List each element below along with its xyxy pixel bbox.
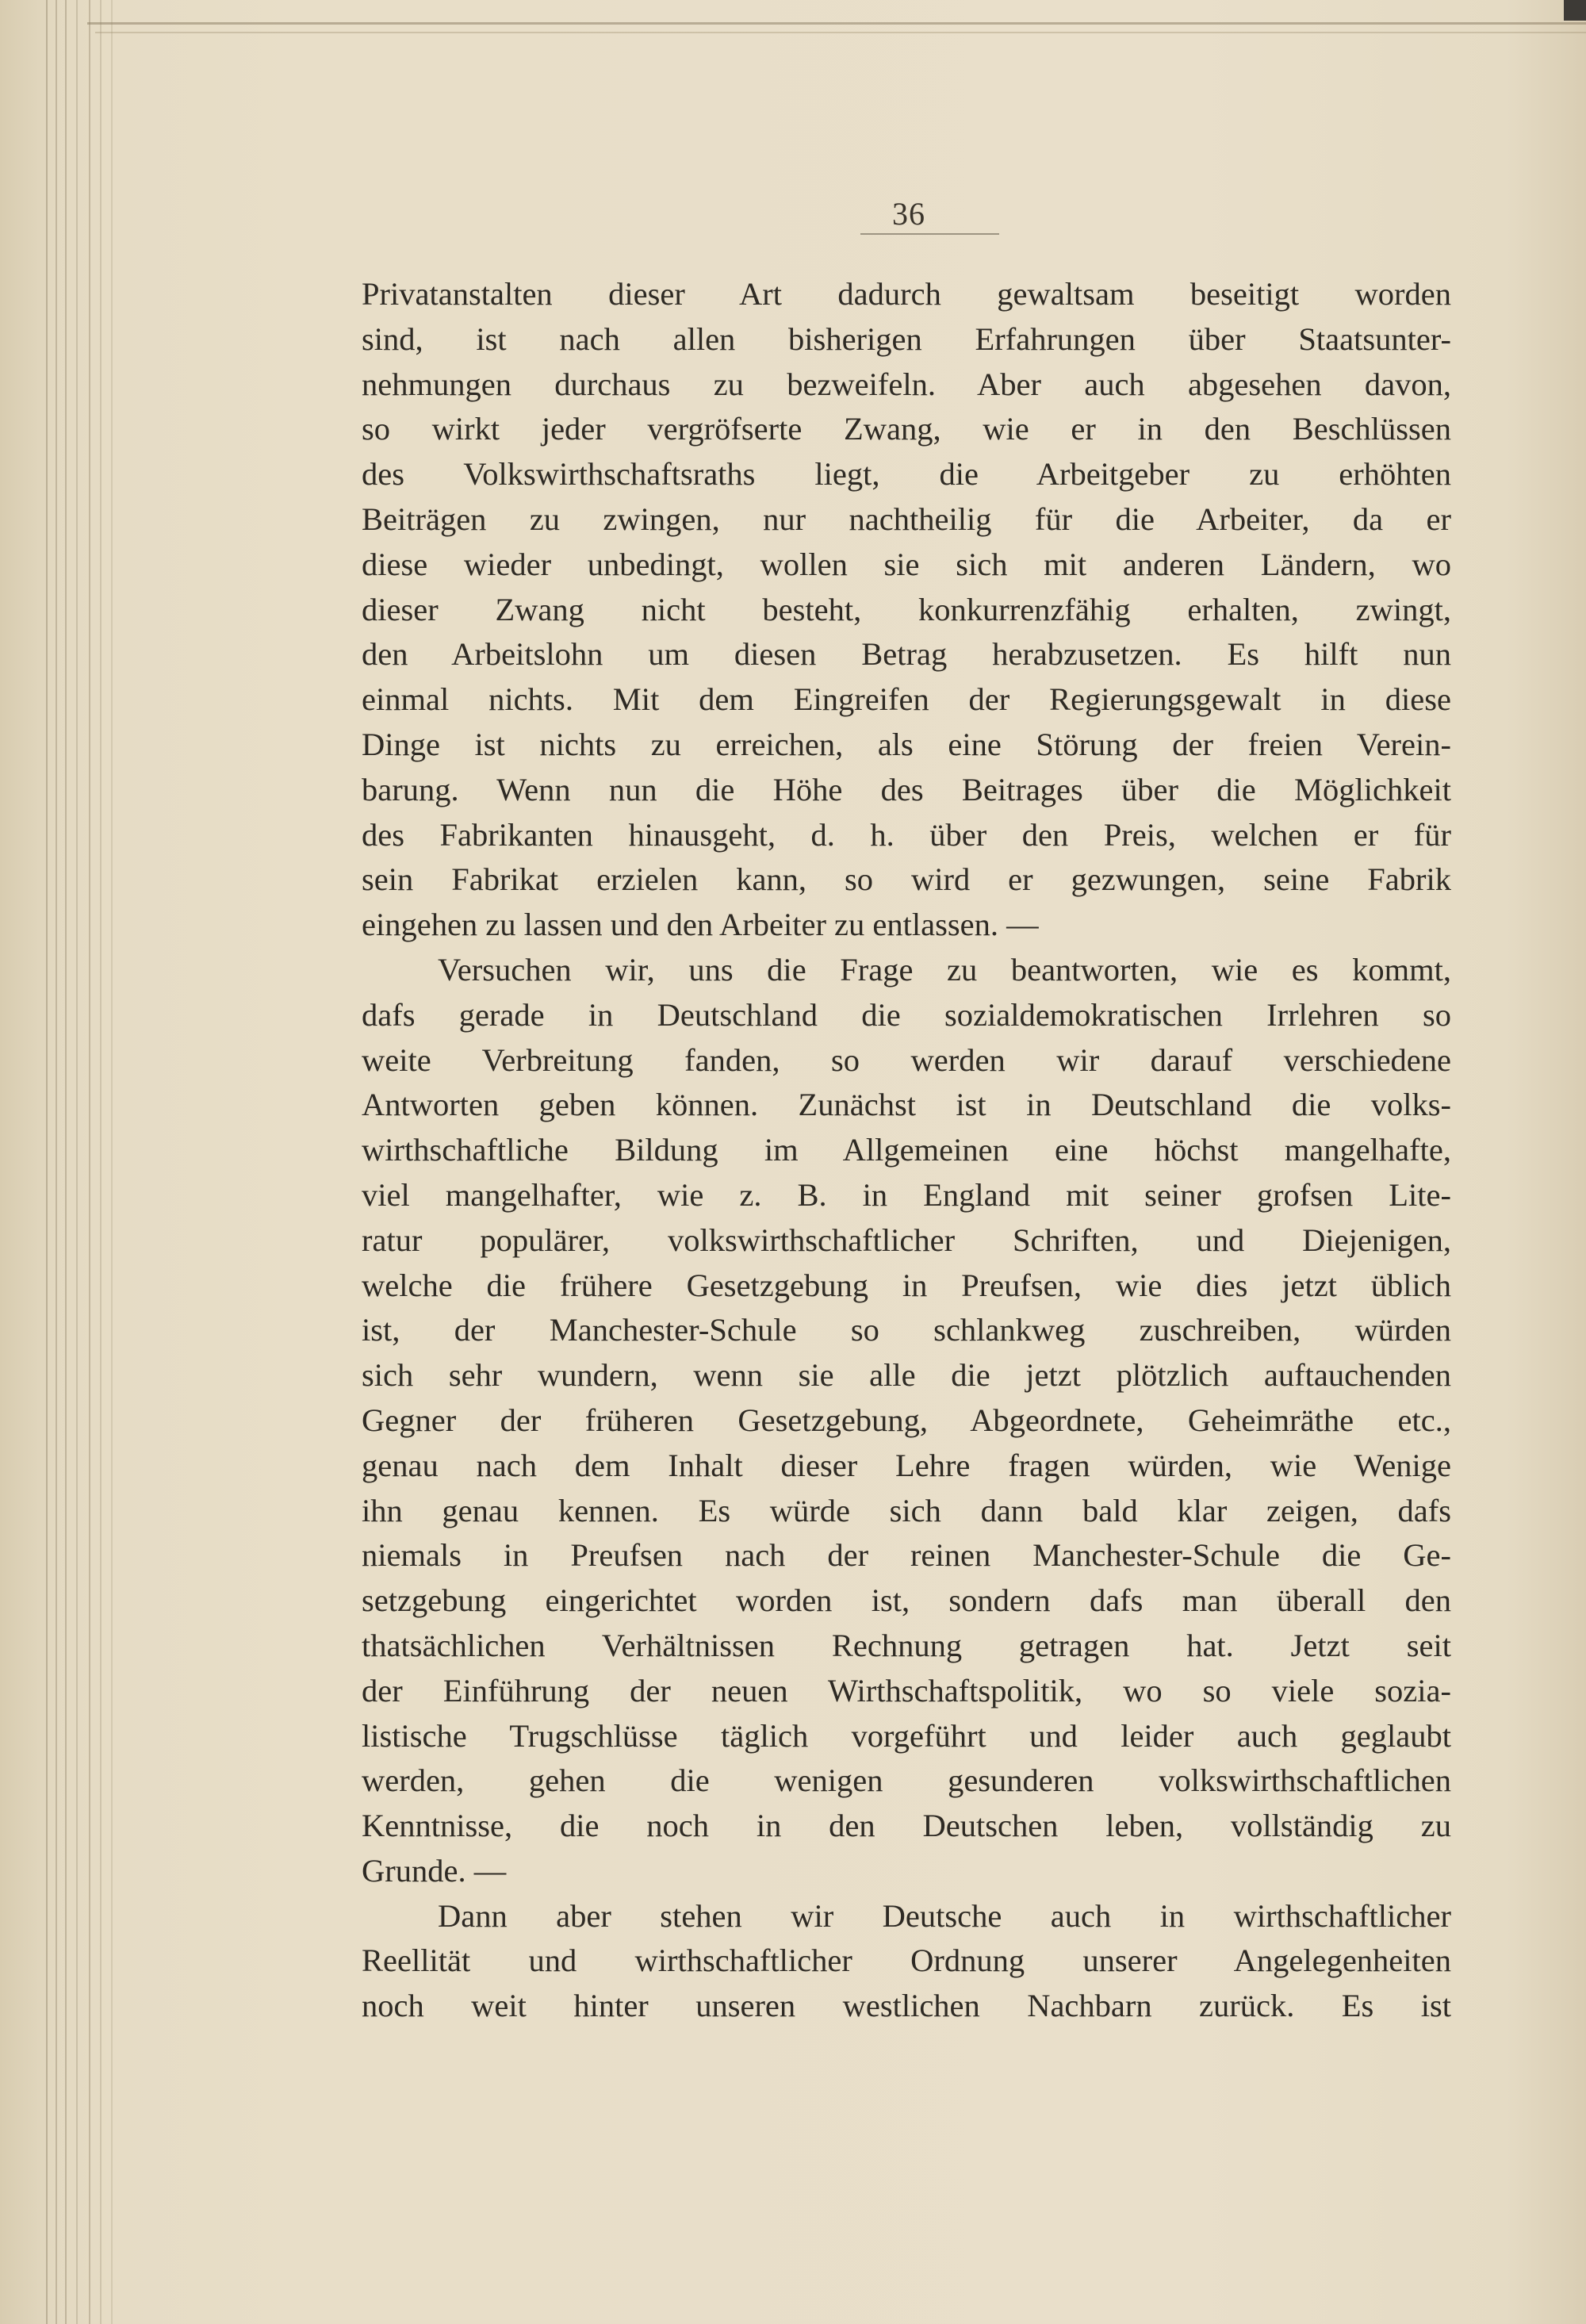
page-edge (89, 0, 90, 2324)
text-line: werden, gehen die wenigen gesunderen volkswirthschaftlichen (362, 1762, 1451, 1799)
text-line: sein Fabrikat erzielen kann, so wird er gezwungen, seine Fabrik (362, 861, 1451, 898)
page-edge (46, 0, 48, 2324)
text-line: thatsächlichen Verhältnissen Rechnung getragen hat. Jetzt seit (362, 1627, 1451, 1663)
text-line: ratur populärer, volkswirthschaftlicher Schriften, und Diejenigen, (362, 1221, 1451, 1258)
text-line: weite Verbreitung fanden, so werden wir darauf verschiedene (362, 1041, 1451, 1078)
text-line: ist, der Manchester-Schule so schlankweg zuschreiben, würden (362, 1312, 1451, 1348)
page-edge (76, 0, 78, 2324)
text-line: listische Trugschlüsse täglich vorgeführt und leider auch geglaubt (362, 1717, 1451, 1754)
text-line: Reellität und wirthschaftlicher Ordnung unserer Angelegenheiten (362, 1942, 1451, 1979)
paragraph (362, 948, 1451, 1894)
text-line: des Volkswirthschaftsraths liegt, die Arbeitgeber zu erhöhten (362, 456, 1451, 493)
text-line: niemals in Preufsen nach der reinen Manchester-Schule die Ge- (362, 1537, 1451, 1574)
page-edge (111, 0, 113, 2324)
page-number-rule (860, 233, 999, 235)
page-edge (100, 0, 102, 2324)
text-line: Beiträgen zu zwingen, nur nachtheilig für die Arbeiter, da er (362, 500, 1451, 537)
paragraph (362, 1894, 1451, 2029)
text-line: Gegner der früheren Gesetzgebung, Abgeordnete, Geheimräthe etc., (362, 1402, 1451, 1438)
text-line: Privatanstalten dieser Art dadurch gewaltsam beseitigt worden (362, 276, 1451, 312)
text-line: Dinge ist nichts zu erreichen, als eine Störung der freien Verein- (362, 726, 1451, 762)
text-line: Antworten geben können. Zunächst ist in Deutschland die volks- (362, 1087, 1451, 1123)
text-line: wirthschaftliche Bildung im Allgemeinen eine höchst mangelhafte, (362, 1132, 1451, 1168)
text-line: genau nach dem Inhalt dieser Lehre fragen würden, wie Wenige (362, 1447, 1451, 1483)
page-top-edge (87, 22, 1586, 25)
text-line: so wirkt jeder vergröfserte Zwang, wie er in den Beschlüssen (362, 411, 1451, 447)
text-line: setzgebung eingerichtet worden ist, sondern dafs man überall den (362, 1582, 1451, 1619)
text-line: diese wieder unbedingt, wollen sie sich mit anderen Ländern, wo (362, 546, 1451, 582)
page-edge (65, 0, 67, 2324)
paragraph (362, 272, 1451, 948)
text-line: Versuchen wir, uns die Frage zu beantworten, wie es kommt, (438, 951, 1451, 988)
text-line: eingehen zu lassen und den Arbeiter zu entlassen. — (362, 907, 1039, 943)
text-line: den Arbeitslohn um diesen Betrag herabzusetzen. Es hilft nun (362, 636, 1451, 673)
text-line: barung. Wenn nun die Höhe des Beitrages über die Möglichkeit (362, 771, 1451, 807)
text-line: einmal nichts. Mit dem Eingreifen der Regierungsgewalt in diese (362, 681, 1451, 718)
text-line: sind, ist nach allen bisherigen Erfahrungen über Staatsunter- (362, 320, 1451, 357)
text-line: sich sehr wundern, wenn sie alle die jetzt plötzlich auftauchenden (362, 1357, 1451, 1394)
text-line: Dann aber stehen wir Deutsche auch in wirthschaftlicher (438, 1897, 1451, 1934)
page-top-edge (95, 32, 1586, 33)
scan-corner-mark (1564, 0, 1586, 21)
text-line: welche die frühere Gesetzgebung in Preufsen, wie dies jetzt üblich (362, 1267, 1451, 1303)
page-number: 36 (892, 196, 925, 232)
body-text (362, 272, 1451, 2029)
text-line: ihn genau kennen. Es würde sich dann bald klar zeigen, dafs (362, 1492, 1451, 1528)
text-line: dafs gerade in Deutschland die sozialdemokratischen Irrlehren so (362, 996, 1451, 1033)
text-line: nehmungen durchaus zu bezweifeln. Aber auch abgesehen davon, (362, 366, 1451, 402)
text-line: Kenntnisse, die noch in den Deutschen leben, vollständig zu (362, 1808, 1451, 1844)
text-line: der Einführung der neuen Wirthschaftspolitik, wo so viele sozia- (362, 1672, 1451, 1708)
text-line: des Fabrikanten hinausgeht, d. h. über den Preis, welchen er für (362, 816, 1451, 853)
text-line: Grunde. — (362, 1852, 507, 1889)
text-line: noch weit hinter unseren westlichen Nachbarn zurück. Es ist (362, 1988, 1451, 2024)
text-line: viel mangelhafter, wie z. B. in England mit seiner grofsen Lite- (362, 1176, 1451, 1213)
text-line: dieser Zwang nicht besteht, konkurrenzfähig erhalten, zwingt, (362, 591, 1451, 627)
page-edge (56, 0, 57, 2324)
